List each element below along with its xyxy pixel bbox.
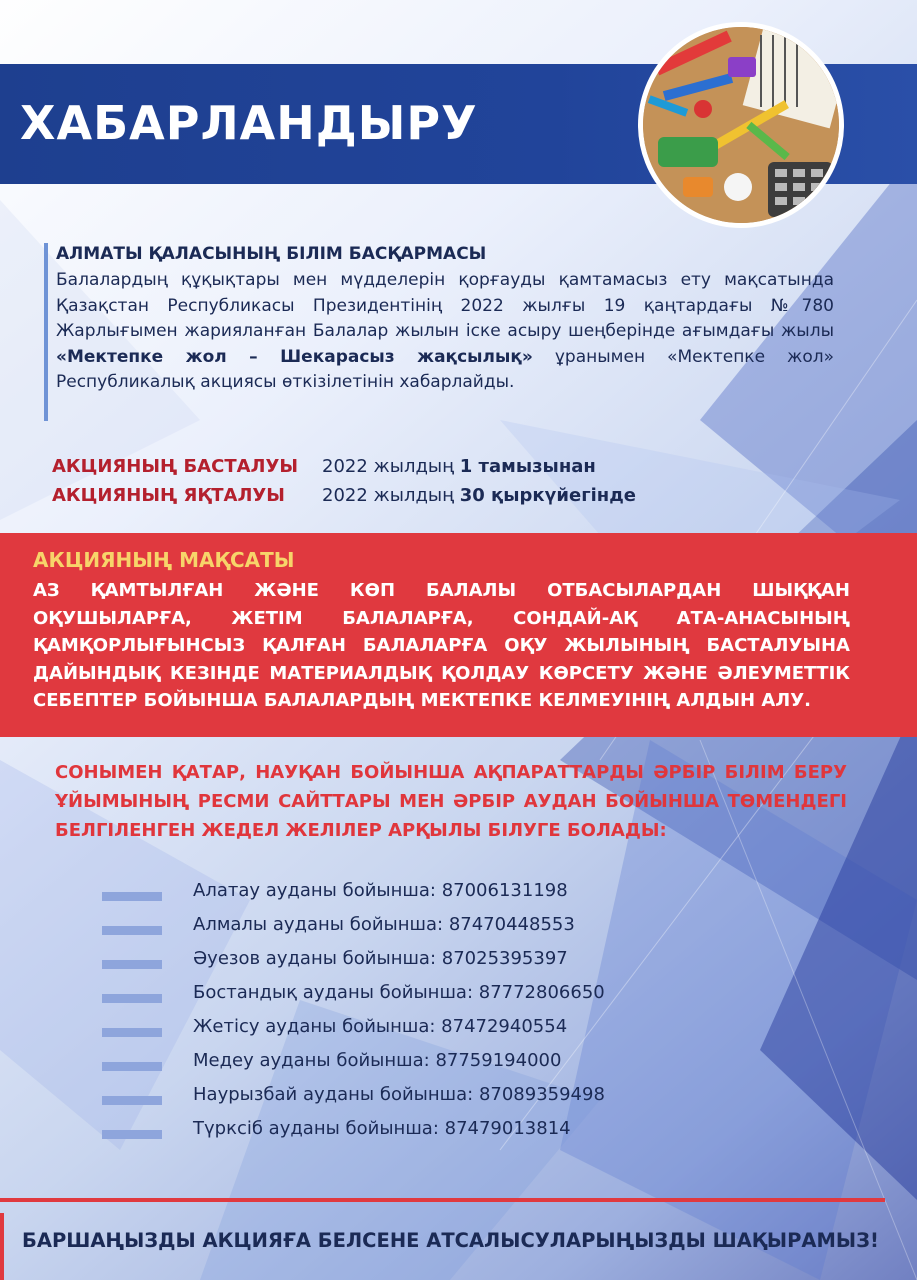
end-date-bold: 30 қыркүйегінде	[459, 485, 636, 506]
bullet-bar-icon	[102, 1096, 162, 1105]
start-date-label: АКЦИЯНЫҢ БАСТАЛУЫ	[52, 456, 299, 477]
bullet-bar-icon	[102, 892, 162, 901]
bullet-bar-icon	[102, 960, 162, 969]
intro-text-slogan: «Мектепке жол – Шекарасыз жақсылық»	[56, 346, 533, 367]
contact-phone: 87759194000	[435, 1050, 562, 1071]
contact-item	[0, 912, 917, 946]
bullet-bar-icon	[102, 926, 162, 935]
contact-text	[193, 1118, 571, 1139]
intro-text-before: Балалардың құқықтары мен мүдделерін қорғауды қамтамасыз ету мақсатында Қазақстан Республикасы Президентінің 2022 жылғы 19 қаңтардағы №780 Жарлығымен жарияланған Балалар жылын іске асыру шеңберінде ағымдағы жылы	[56, 270, 834, 341]
contact-text	[193, 982, 605, 1003]
contact-district: Жетісу ауданы бойынша:	[193, 1016, 436, 1037]
footer-divider	[0, 1198, 885, 1202]
contact-district: Әуезов ауданы бойынша:	[193, 948, 437, 969]
contact-phone: 87470448553	[448, 914, 575, 935]
contact-district: Түрксіб ауданы бойынша:	[193, 1118, 439, 1139]
intro-text-after: ұранымен «Мектепке жол» Республикалық акциясы өткізілетінін хабарлайды.	[56, 346, 834, 392]
bullet-bar-icon	[102, 1062, 162, 1071]
bullet-bar-icon	[102, 1028, 162, 1037]
contact-phone: 87089359498	[478, 1084, 605, 1105]
contact-district: Алатау ауданы бойынша:	[193, 880, 436, 901]
contact-district: Алмалы ауданы бойынша:	[193, 914, 444, 935]
start-date-bold: 1 тамызынан	[459, 456, 596, 477]
contact-item	[0, 1116, 917, 1150]
contact-phone: 87472940554	[441, 1016, 568, 1037]
organization-name: АЛМАТЫ ҚАЛАСЫНЫҢ БІЛІМ БАСҚАРМАСЫ	[56, 244, 487, 264]
contact-text	[193, 1050, 561, 1071]
contact-text	[193, 1016, 567, 1037]
contact-district: Медеу ауданы бойынша:	[193, 1050, 430, 1071]
contact-item	[0, 878, 917, 912]
start-date-row	[52, 456, 596, 477]
end-date-label: АКЦИЯНЫҢ ЯҚТАЛУЫ	[52, 485, 285, 506]
contact-text	[193, 1084, 605, 1105]
start-date-value	[322, 456, 596, 477]
contact-district: Наурызбай ауданы бойынша:	[193, 1084, 474, 1105]
contact-phone: 87772806650	[478, 982, 605, 1003]
intro-paragraph	[56, 268, 834, 396]
footer-accent-bar	[0, 1213, 4, 1280]
school-supplies-photo-art	[643, 27, 839, 223]
contact-item	[0, 1082, 917, 1116]
goal-title: АКЦИЯНЫҢ МАҚСАТЫ	[33, 548, 295, 572]
contact-phone: 87479013814	[444, 1118, 571, 1139]
contact-phone: 87006131198	[441, 880, 568, 901]
contact-district: Бостандық ауданы бойынша:	[193, 982, 474, 1003]
contact-item	[0, 1014, 917, 1048]
contact-text	[193, 880, 568, 901]
contact-text	[193, 948, 568, 969]
contact-text	[193, 914, 575, 935]
end-date-value	[322, 485, 636, 506]
info-notice-text: СОНЫМЕН ҚАТАР, НАУҚАН БОЙЫНША АҚПАРАТТАРДЫ ӘРБІР БІЛІМ БЕРУ ҰЙЫМЫНЫҢ РЕСМИ САЙТТАРЫ МЕН ӘРБІР АУДАН БОЙЫНША ТӨМЕНДЕГІ БЕЛГІЛЕНГЕН ЖЕДЕЛ ЖЕЛІЛЕР АРҚЫЛЫ БІЛУГЕ БОЛАДЫ:	[55, 762, 847, 841]
end-date-row	[52, 485, 636, 506]
start-date-prefix: 2022 жылдың	[322, 456, 460, 477]
end-date-prefix: 2022 жылдың	[322, 485, 460, 506]
page-title: ХАБАРЛАНДЫРУ	[20, 96, 478, 150]
bullet-bar-icon	[102, 1130, 162, 1139]
footer-invitation: БАРШАҢЫЗДЫ АКЦИЯҒА БЕЛСЕНЕ АТСАЛЫСУЛАРЫҢЫЗДЫ ШАҚЫРАМЫЗ!	[22, 1229, 879, 1252]
intro-accent-bar	[44, 243, 48, 421]
contact-item	[0, 980, 917, 1014]
bullet-bar-icon	[102, 994, 162, 1003]
contact-item	[0, 946, 917, 980]
school-supplies-photo	[638, 22, 844, 228]
goal-text: АЗ ҚАМТЫЛҒАН ЖӘНЕ КӨП БАЛАЛЫ ОТБАСЫЛАРДАН ШЫҚҚАН ОҚУШЫЛАРҒА, ЖЕТІМ БАЛАЛАРҒА, СОНДАЙ-АҚ АТА-АНАСЫНЫҢ ҚАМҚОРЛЫҒЫНСЫЗ ҚАЛҒАН БАЛАЛАРҒА ОҚУ ЖЫЛЫНЫҢ БАСТАЛУЫНА ДАЙЫНДЫҚ КЕЗІНДЕ МАТЕРИАЛДЫҚ ҚОЛДАУ КӨРСЕТУ ЖӘНЕ ӘЛЕУМЕТТІК СЕБЕПТЕР БОЙЫНША БАЛАЛАРДЫҢ МЕКТЕПКЕ КЕЛМЕУІНІҢ АЛДЫН АЛУ.	[33, 580, 850, 711]
contact-item	[0, 1048, 917, 1082]
contact-phone: 87025395397	[441, 948, 568, 969]
